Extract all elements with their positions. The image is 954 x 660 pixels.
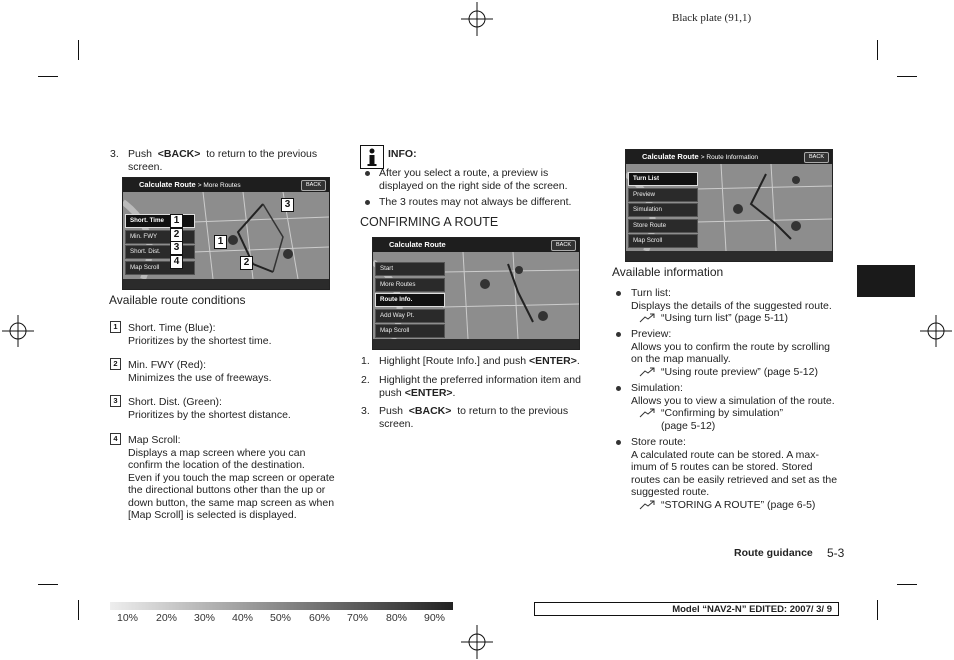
back-button[interactable]: BACK [804, 152, 829, 163]
pct-label: 50% [270, 612, 292, 624]
registration-target-top [457, 2, 497, 36]
plate-label: Black plate (91,1) [672, 12, 752, 24]
callout-3-map: 3 [281, 198, 294, 212]
bullet [616, 386, 621, 391]
menu-item-turn-list[interactable]: Turn List [628, 172, 698, 186]
info-icon [360, 145, 384, 169]
pct-label: 70% [347, 612, 369, 624]
mid-step-2: Highlight the preferred information item and push <ENTER>. [379, 374, 581, 399]
bullet [616, 291, 621, 296]
menu-item-simulation[interactable]: Simulation [628, 203, 698, 217]
section-thumb-tab [857, 265, 915, 297]
model-edited-box: Model “NAV2-N” EDITED: 2007/ 3/ 9 [534, 602, 839, 616]
menu-item-preview[interactable]: Preview [628, 188, 698, 202]
bullet [616, 332, 621, 337]
menu-item-map-scroll[interactable]: Map Scroll [125, 261, 195, 275]
pct-label: 80% [386, 612, 408, 624]
info-item-preview: Preview: Allows you to confirm the route by scrolling on the map manually. “Using route preview” (page 5-12) [631, 328, 831, 378]
screen-title-bar: Calculate Route > Route Information [626, 150, 832, 164]
menu-item-add-way-pt[interactable]: Add Way Pt. [375, 309, 445, 323]
info-bullet-1: After you select a route, a preview is displayed on the right side of the screen. [379, 167, 568, 192]
callout-2-map: 2 [240, 256, 253, 270]
menu-item-store-route[interactable]: Store Route [628, 219, 698, 233]
back-button[interactable]: BACK [301, 180, 326, 191]
mid-step-2-num: 2. [361, 374, 370, 386]
reference-icon [639, 313, 655, 323]
registration-target-bottom [457, 625, 497, 659]
info-item-store-route: Store route: A calculated route can be stored. A max- imum of 5 routes can be stored. Stored routes can be easily retrieved and set as the suggested route. “STORING A ROUTE” (page 6-5) [631, 436, 838, 511]
info-item-turn-list: Turn list: Displays the details of the suggested route. “Using turn list” (page 5-11) [631, 287, 832, 324]
more-routes-screen [122, 177, 330, 290]
reference-icon [639, 408, 655, 418]
pct-label: 60% [309, 612, 331, 624]
callout-1-map: 1 [214, 235, 227, 249]
back-button[interactable]: BACK [551, 240, 576, 251]
callout-1: 1 [170, 214, 183, 228]
mid-step-1: Highlight [Route Info.] and push <ENTER>. [379, 355, 580, 367]
number-box-1: 1 [110, 321, 121, 333]
gray-scale-strip [110, 602, 453, 610]
bullet [365, 200, 370, 205]
number-box-4: 4 [110, 433, 121, 445]
info-item-simulation: Simulation: Allows you to view a simulation of the route. “Confirming by simulation” (page 5-12) [631, 382, 835, 432]
pct-label: 40% [232, 612, 254, 624]
menu-item-map-scroll[interactable]: Map Scroll [628, 234, 698, 248]
info-label: INFO: [388, 148, 417, 160]
registration-target-right [918, 313, 954, 349]
reference-icon [639, 500, 655, 510]
bullet [365, 171, 370, 176]
section-name: Route guidance [734, 547, 813, 559]
menu-item-map-scroll[interactable]: Map Scroll [375, 324, 445, 338]
number-box-3: 3 [110, 395, 121, 407]
menu-item-min-fwy[interactable]: Min. FWY [125, 230, 195, 244]
pct-label: 30% [194, 612, 216, 624]
screen-title-bar: Calculate Route [373, 238, 579, 252]
calculate-route-screen [372, 237, 580, 350]
right-caption: Available information [612, 265, 724, 279]
mid-step-3-num: 3. [361, 405, 370, 417]
menu-item-start[interactable]: Start [375, 262, 445, 276]
registration-target-left [0, 313, 36, 349]
mid-step-1-num: 1. [361, 355, 370, 367]
pct-label: 20% [156, 612, 178, 624]
left-step-3-text: Push <BACK> to return to the previous screen. [128, 148, 318, 173]
info-bullet-2: The 3 routes may not always be different. [379, 196, 572, 208]
menu-item-short-dist[interactable]: Short. Dist. [125, 245, 195, 259]
menu-item-more-routes[interactable]: More Routes [375, 278, 445, 292]
left-caption: Available route conditions [109, 293, 246, 307]
callout-3: 3 [170, 241, 183, 255]
menu-item-short-time[interactable]: Short. Time [125, 214, 195, 228]
left-step-3: 3. [110, 148, 119, 160]
page-number: 5-3 [827, 546, 845, 560]
pct-label: 90% [424, 612, 446, 624]
number-box-2: 2 [110, 358, 121, 370]
reference-icon [639, 367, 655, 377]
screen-title-bar: Calculate Route > More Routes [123, 178, 329, 192]
mid-step-3: Push <BACK> to return to the previous screen. [379, 405, 569, 430]
section-heading: CONFIRMING A ROUTE [360, 215, 499, 229]
callout-2: 2 [170, 228, 183, 242]
menu-item-route-info[interactable]: Route Info. [375, 293, 445, 307]
bullet [616, 440, 621, 445]
callout-4: 4 [170, 255, 183, 269]
pct-label: 10% [117, 612, 139, 624]
route-information-screen [625, 149, 833, 262]
